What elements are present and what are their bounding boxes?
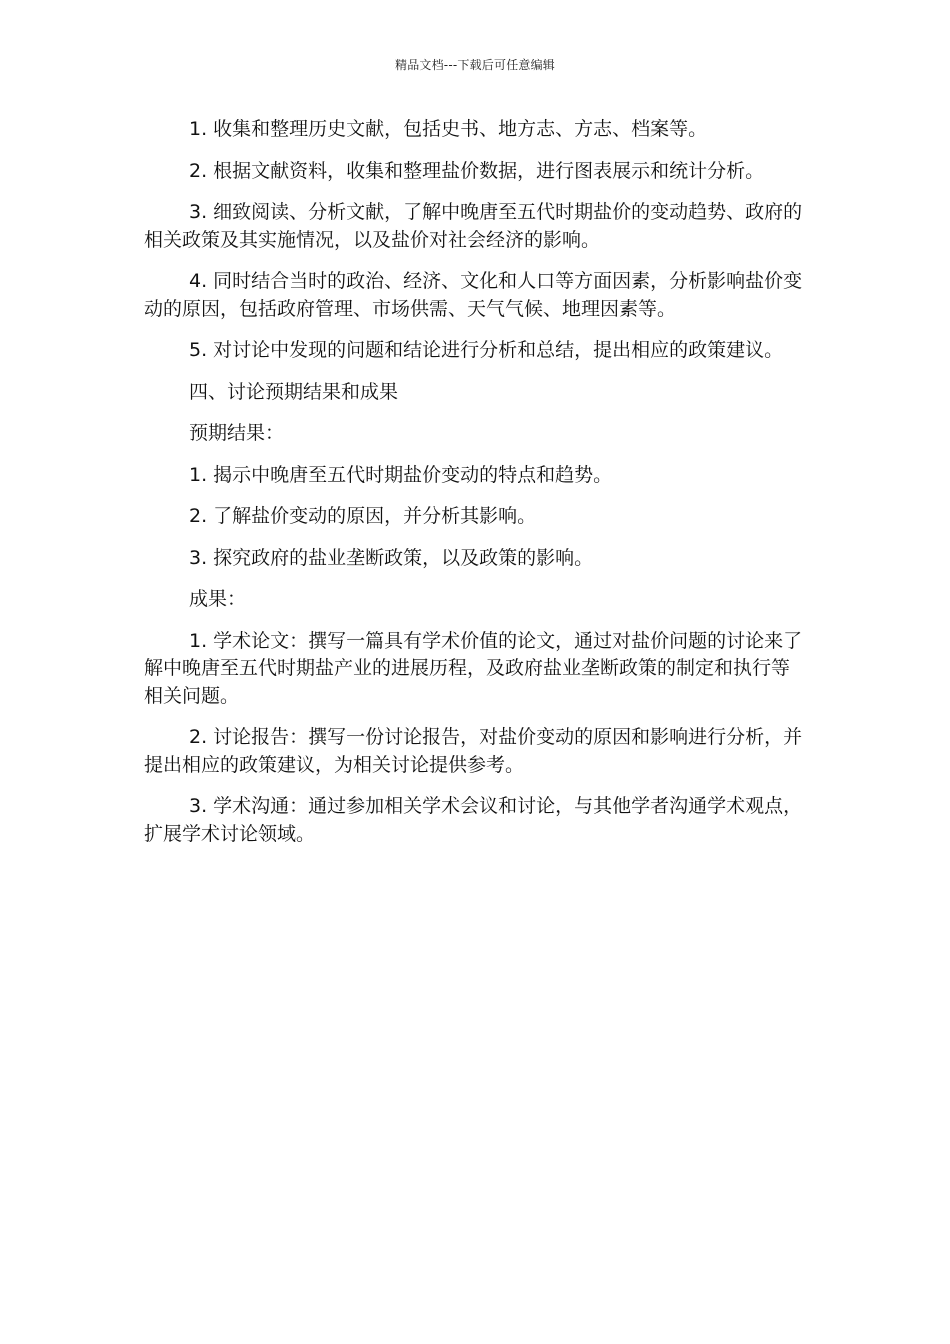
method-item-5: 5. 对讨论中发现的问题和结论进行分析和总结，提出相应的政策建议。 <box>189 339 784 361</box>
outcome-3: 3. 学术沟通：通过参加相关学术会议和讨论，与其他学者沟通学术观点，扩展学术讨论领域。 <box>144 795 803 845</box>
method-item-1: 1. 收集和整理历史文献，包括史书、地方志、方志、档案等。 <box>189 118 708 140</box>
expected-result-1: 1. 揭示中晚唐至五代时期盐价变动的特点和趋势。 <box>189 463 613 486</box>
outcome-2: 2. 讨论报告：撰写一份讨论报告，对盐价变动的原因和影响进行分析，并提出相应的政策建议，为相关讨论提供参考。 <box>144 726 803 776</box>
section-heading: 四、讨论预期结果和成果 <box>189 380 399 403</box>
expected-result-2: 2. 了解盐价变动的原因，并分析其影响。 <box>189 505 537 527</box>
page-header: 精品文档---下载后可任意编辑 <box>395 58 555 72</box>
outcomes-label: 成果： <box>189 588 247 610</box>
method-item-2: 2. 根据文献资料，收集和整理盐价数据，进行图表展示和统计分析。 <box>189 159 765 182</box>
method-item-4: 4. 同时结合当时的政治、经济、文化和人口等方面因素，分析影响盐价变动的原因，包括政府管理、市场供需、天气气候、地理因素等。 <box>144 270 803 320</box>
method-item-3: 3. 细致阅读、分析文献，了解中晚唐至五代时期盐价的变动趋势、政府的相关政策及其实施情况，以及盐价对社会经济的影响。 <box>144 201 803 251</box>
outcome-1: 1. 学术论文：撰写一篇具有学术价值的论文，通过对盐价问题的讨论来了解中晚唐至五代时期盐产业的进展历程，及政府盐业垄断政策的制定和执行等相关问题。 <box>144 629 803 707</box>
expected-results-label: 预期结果： <box>189 422 285 444</box>
document-body <box>144 116 806 862</box>
expected-result-3: 3. 探究政府的盐业垄断政策，以及政策的影响。 <box>189 546 594 569</box>
